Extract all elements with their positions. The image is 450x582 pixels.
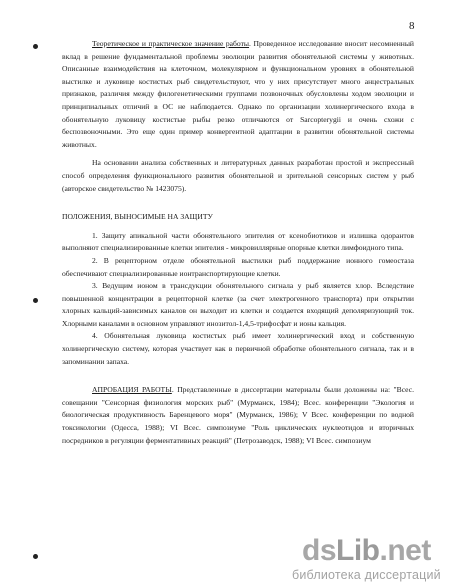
- approbation-paragraph: [62, 384, 414, 447]
- section-heading: ПОЛОЖЕНИЯ, ВЫНОСИМЫЕ НА ЗАЩИТУ: [62, 212, 213, 222]
- page-number: 8: [409, 20, 415, 32]
- binder-hole-dot: [33, 298, 38, 303]
- watermark: [262, 528, 450, 582]
- watermark-tagline: библиотека диссертаций: [292, 568, 441, 582]
- method-paragraph: На основании анализа собственных и литературных данных разработан простой и экспрессный способ определения функционального развития обонятельной и зрительной сенсорных систем у рыб (авторское свидетельство № 1423075).: [62, 158, 414, 193]
- thesis-item: 2. В рецепторном отделе обонятельной выстилки рыб поддержание ионного гомеостаза обеспечивают специализированные ионтранспортирующие клетки.: [62, 255, 414, 278]
- binder-hole-dot: [33, 44, 38, 49]
- significance-text: . Проведенное исследование вносит несомненный вклад в решение фундаментальной проблемы эволюции развития обонятельной системы у животных. Описанные взаимодействия на клеточном, молекулярном и функциональном уровнях в обонятельной выстилке и луковице костистых рыб свидетельствуют, что у них присутствует много анцестральных признаков, различия между филогенетическими группами позвоночных обусловлены ходом эволюции и принципиальных отличий в ОС не наблюдается. Однако по организации холинергического входа в обонятельную луковицу костистые рыбы резко отличаются от Sarcopterygii и очень схожи с беспозвоночными. Это еще один пример конвергентной адаптации в развитии обонятельной системы животных.: [62, 39, 414, 149]
- thesis-item: 3. Ведущим ионом в трансдукции обонятельного сигнала у рыб является хлор. Вследствие повышенной концентрации в рецепторной клетке (за счет электрогенного транспорта) при открытии хлорных кальций-зависимых каналов он выходит из клетки и создается входящий деполяризующий ток. Хлорными каналами в основном управляют инозитол-1,4,5-трифосфат и ионы кальция.: [62, 281, 414, 328]
- watermark-logo: dsLib.net: [302, 534, 431, 567]
- thesis-item: 4. Обонятельная луковица костистых рыб имеет холинергический вход и собственную холинергическую систему, которая участвует как в первичной обработке обонятельного сигнала, так и в запоминании запаха.: [62, 331, 414, 366]
- document-body: [62, 38, 414, 447]
- thesis-item: 1. Защиту апикальной части обонятельного эпителия от ксенобиотиков и излишка одорантов выполняют специализированные клетки эпителия - микровиллярные опорные клетки лимфоидного типа.: [62, 230, 414, 253]
- significance-paragraph: [62, 38, 414, 151]
- binder-hole-dot: [33, 554, 38, 559]
- approbation-heading: АПРОБАЦИЯ РАБОТЫ: [92, 385, 172, 395]
- significance-heading: Теоретическое и практическое значение работы: [92, 39, 250, 48]
- approbation-text: . Представленные в диссертации материалы были доложены на: "Всес. совещании "Сенсорная физиология морских рыб" (Мурманск, 1984); Всес. конференции "Экология и биологическая продуктивность Баренцевого моря" (Мурманск, 1986); V Всес. конференции по водной токсикологии (Одесса, 1988); VI Всес. симпозиуме "Роль циклических нуклеотидов и вторичных посредников в регуляции ферментативных реакций" (Петрозаводск, 1988); VI Всес. симпозиум: [62, 385, 414, 445]
